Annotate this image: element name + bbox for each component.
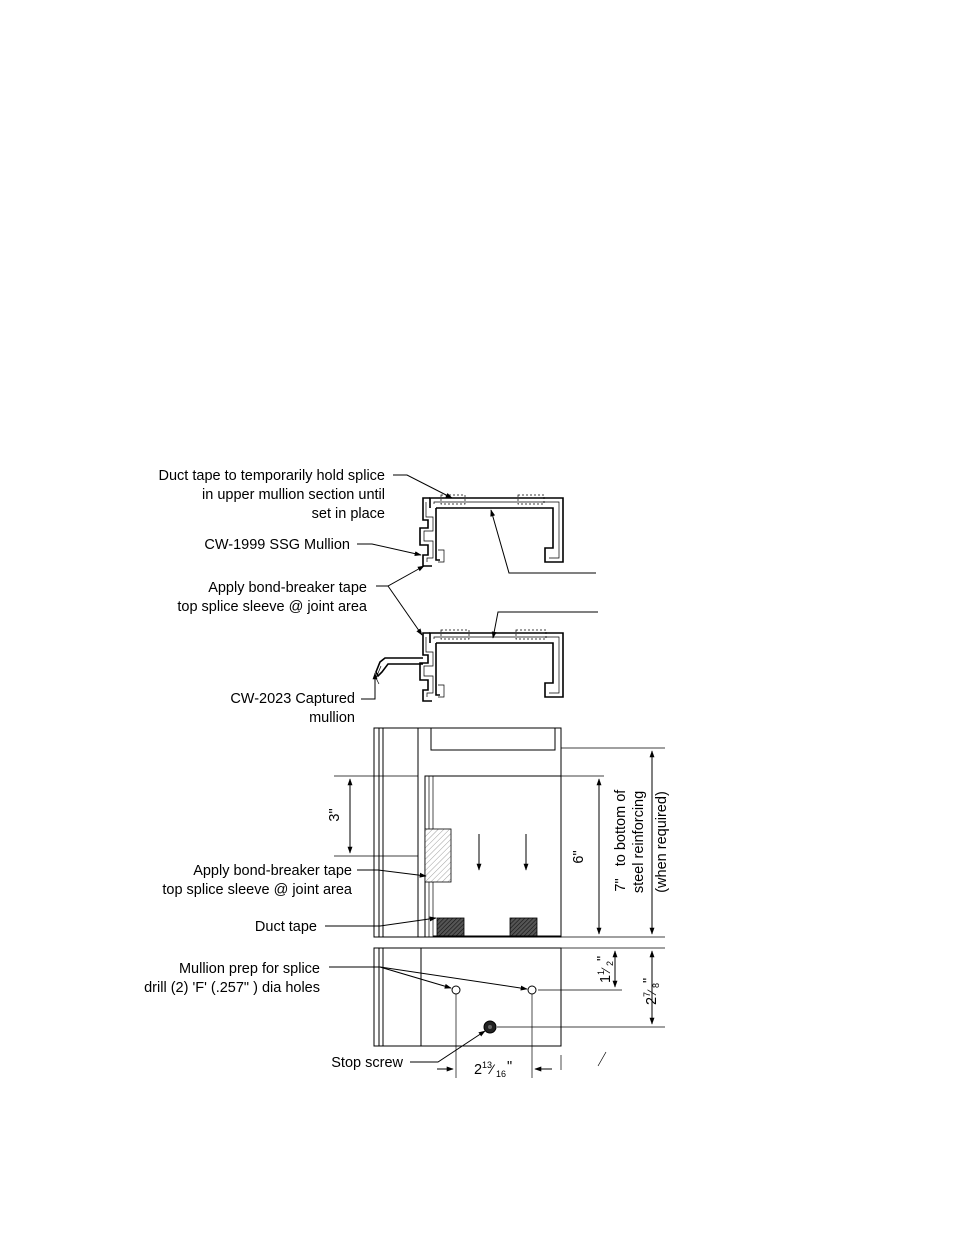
dim-3-inch: 3" [327,808,343,822]
svg-text:1: 1 [596,969,606,975]
lower-elevation-view [374,948,561,1046]
label-duct-tape-hold-1: Duct tape to temporarily hold splice [158,468,385,484]
dim-two-and-thirteen-sixteenths [474,1059,512,1079]
dim-6-inch: 6" [571,850,587,864]
upper-elevation-view [374,728,561,937]
svg-text:": " [507,1059,513,1075]
label-mullion-prep-1: Mullion prep for splice [178,961,320,977]
label-cw2023-2: mullion [309,710,355,726]
svg-text:16: 16 [496,1069,507,1079]
leader-lines [325,475,598,1062]
svg-text:2: 2 [474,1062,483,1078]
duct-tape-piece [441,495,465,504]
svg-text:1: 1 [598,974,614,983]
svg-text:⁄: ⁄ [645,990,659,993]
label-bond-breaker-top-2: top splice sleeve @ joint area [177,599,367,615]
dim-one-and-half [595,956,615,983]
svg-text:13: 13 [482,1060,493,1070]
dimension-labels [327,789,670,1079]
cw1999-mullion-section [420,495,563,566]
label-cw2023-1: CW-2023 Captured [230,691,355,707]
label-bond-breaker-mid-2: top splice sleeve @ joint area [162,882,352,898]
svg-text:⁄: ⁄ [491,1061,494,1077]
duct-tape-piece [441,630,469,639]
svg-text:2: 2 [605,960,615,966]
label-bond-breaker-top-1: Apply bond-breaker tape [208,580,367,596]
label-bond-breaker-mid-1: Apply bond-breaker tape [193,863,352,879]
duct-tape-piece [518,495,544,504]
svg-text:": " [641,977,657,983]
dim-steel-reinforcing: steel reinforcing [631,790,647,894]
drill-hole [452,986,460,994]
annotation-labels [144,468,403,1071]
duct-tape-block [510,918,537,936]
svg-text:": " [595,955,611,961]
label-cw1999: CW-1999 SSG Mullion [204,537,350,553]
svg-text:8: 8 [651,982,661,988]
label-stop-screw: Stop screw [331,1055,403,1071]
svg-text:2: 2 [644,996,660,1005]
dim-two-and-seven-eighths [641,978,661,1005]
dim-when-required: (when required) [654,791,670,893]
label-duct-tape-hold-2: in upper mullion section until [202,487,385,503]
cw2023-mullion-section [376,630,563,701]
svg-text:⁄: ⁄ [599,968,613,971]
duct-tape-piece [516,630,546,639]
label-mullion-prep-2: drill (2) 'F' (.257" ) dia holes [144,980,320,996]
dim-7-inch: 7" [613,878,629,892]
label-duct-tape: Duct tape [254,919,317,935]
duct-tape-block [437,918,464,936]
dim-to-bottom-of: to bottom of [613,789,629,867]
svg-text:7: 7 [642,991,652,997]
bond-breaker-tape-area [425,829,451,882]
drill-hole [528,986,536,994]
label-duct-tape-hold-3: set in place [311,506,385,522]
